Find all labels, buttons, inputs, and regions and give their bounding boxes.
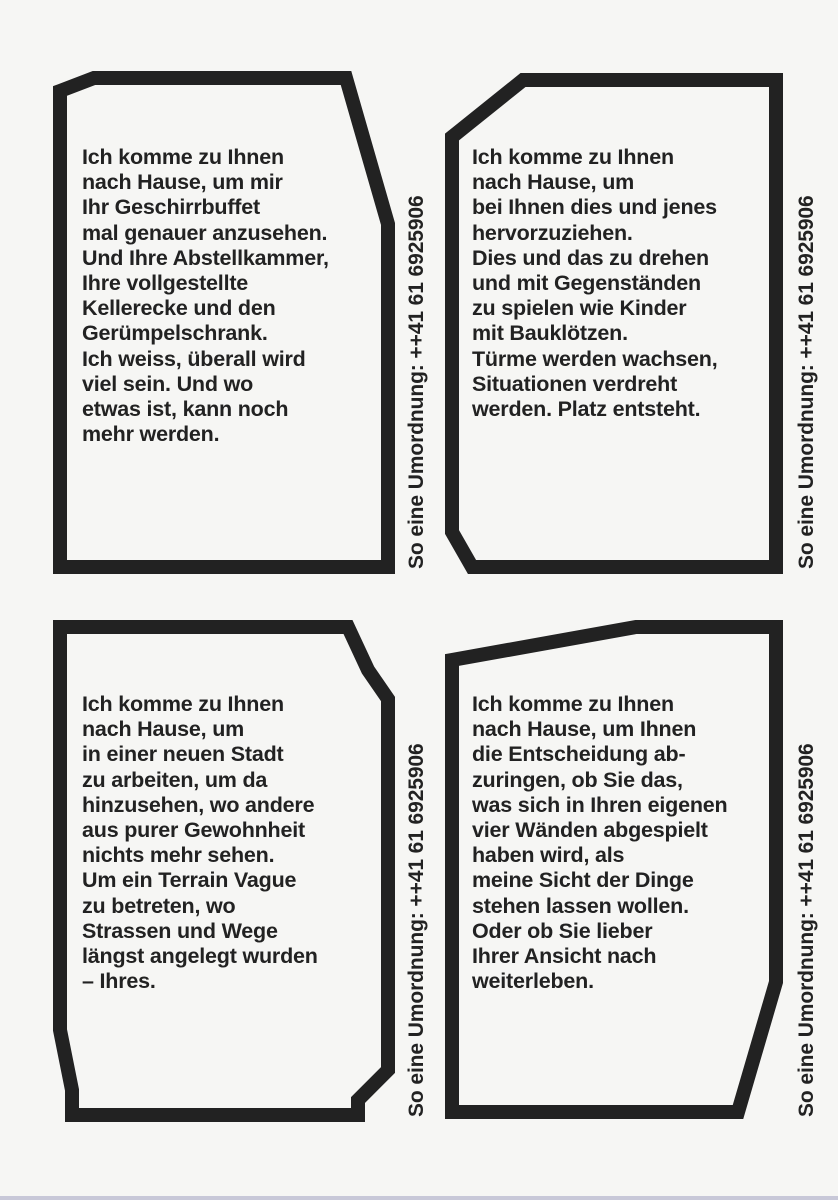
- side-label-phone: So eine Umordnung: ++41 61 6925906: [405, 195, 428, 569]
- side-label-phone: So eine Umordnung: ++41 61 6925906: [795, 743, 818, 1117]
- card-text: Ich komme zu Ihnen nach Hause, um in einer neuen Stadt zu arbeiten, um da hinzusehen, wo andere aus purer Gewohnheit nichts mehr sehen. Um ein Terrain Vague zu betreten, wo Strassen und Wege längst angelegt wurden – Ihres.: [82, 692, 318, 994]
- card-text: Ich komme zu Ihnen nach Hause, um bei Ihnen dies und jenes hervorzuziehen. Dies und das zu drehen und mit Gegenständen zu spielen wie Kinder mit Bauklötzen. Türme werden wachsen, Situationen verdreht werden. Platz entsteht.: [472, 145, 718, 422]
- scan-edge-line: [0, 1196, 838, 1200]
- side-label-phone: So eine Umordnung: ++41 61 6925906: [795, 195, 818, 569]
- card-text: Ich komme zu Ihnen nach Hause, um Ihnen die Entscheidung ab- zuringen, ob Sie das, was sich in Ihren eigenen vier Wänden abgespielt haben wird, als meine Sicht der Dinge stehen lassen wollen. Oder ob Sie lieber Ihrer Ansicht nach weiterleben.: [472, 692, 728, 994]
- side-label-phone: So eine Umordnung: ++41 61 6925906: [405, 743, 428, 1117]
- card-text: Ich komme zu Ihnen nach Hause, um mir Ihr Geschirrbuffet mal genauer anzusehen. Und Ihre Abstellkammer, Ihre vollgestellte Kellerecke und den Gerümpelschrank. Ich weiss, überall wird viel sein. Und wo etwas ist, kann noch mehr werden.: [82, 145, 329, 447]
